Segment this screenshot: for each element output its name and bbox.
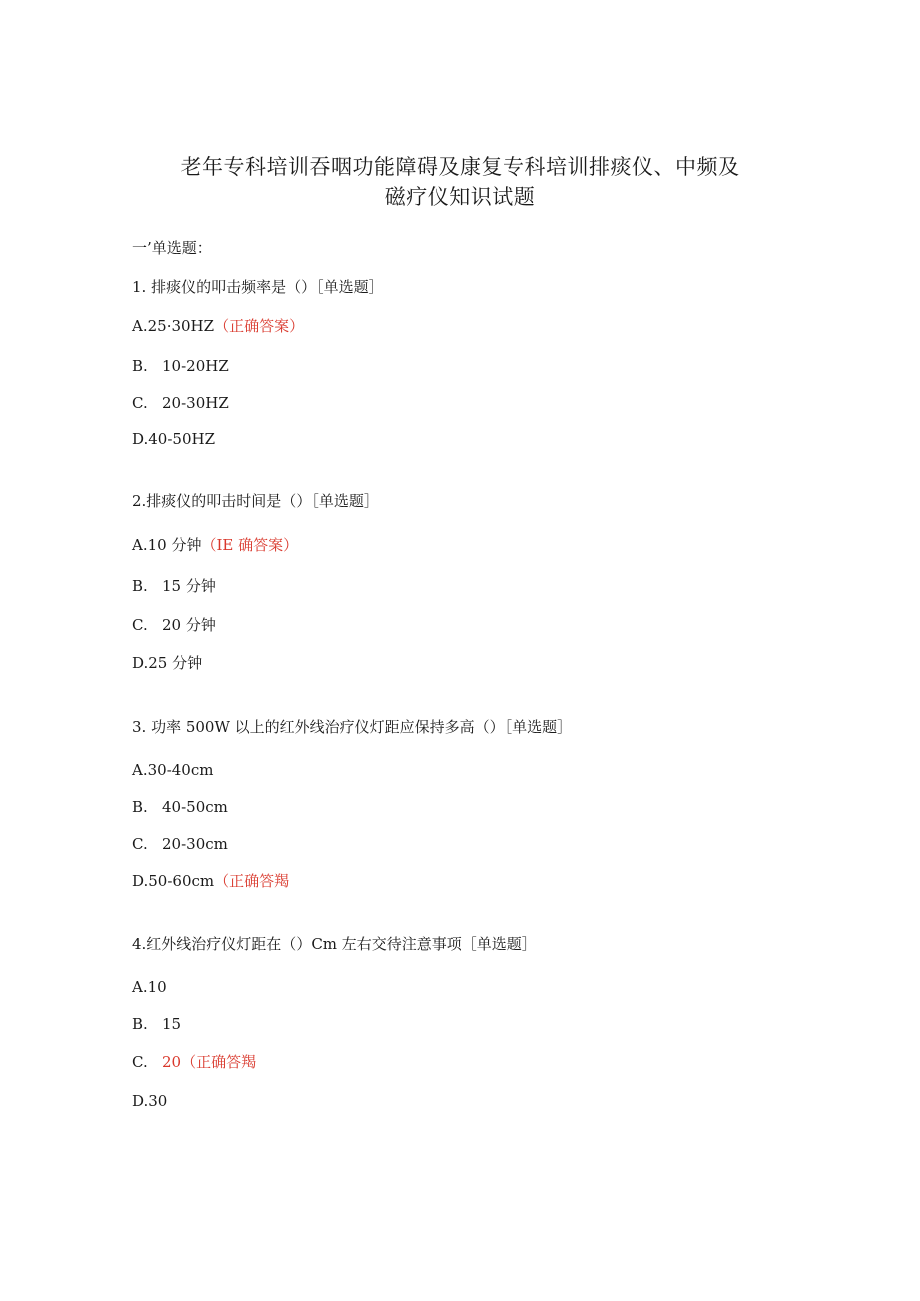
question-4-option-a (132, 977, 167, 997)
question-4-text: 4.红外线治疗仪灯距在（）Cm 左右交待注意事项［单选题］ (132, 935, 537, 953)
option-letter: C. (132, 835, 148, 853)
option-value: 20-30cm (162, 835, 228, 853)
question-3-option-c (132, 834, 228, 854)
question-2-option-b (132, 576, 216, 596)
option-value: 30-40cm (147, 761, 214, 779)
option-letter: B. (132, 1015, 148, 1033)
question-3-option-d (132, 871, 289, 891)
option-value: 20-30HZ (162, 394, 229, 412)
question-1-option-b (132, 356, 229, 376)
option-value: 30 (148, 1092, 168, 1110)
correct-answer-mark: （正确答羯 (214, 872, 290, 890)
option-letter: C. (132, 1053, 148, 1071)
question-1-option-d (132, 429, 215, 449)
option-letter: D. (132, 872, 149, 890)
question-4-option-d (132, 1091, 167, 1111)
question-2-option-c (132, 615, 216, 635)
question-1-option-c (132, 393, 229, 413)
document-title-line-2: 磁疗仪知识试题 (384, 185, 536, 209)
option-letter: A. (132, 317, 148, 335)
question-3-text: 3. 功率 500W 以上的红外线治疗仪灯距应保持多高（）［单选题］ (132, 718, 573, 736)
question-3-option-a (132, 760, 213, 780)
option-letter: B. (132, 357, 148, 375)
option-value: 15 分钟 (162, 577, 216, 595)
option-letter: D. (132, 1092, 149, 1110)
option-value: 20 (162, 1053, 182, 1071)
option-letter: B. (132, 577, 148, 595)
question-2-text: 2.排痰仪的叩击时间是（）［单选题］ (132, 492, 379, 510)
option-letter: A. (132, 761, 148, 779)
option-value: 50-60cm (148, 872, 215, 890)
section-heading: 一’单选题： (132, 239, 212, 257)
question-4-option-b (132, 1014, 181, 1034)
option-letter: D. (132, 430, 149, 448)
option-letter: A. (132, 536, 148, 554)
correct-answer-mark: （正确答羯 (181, 1053, 257, 1071)
document-title-line-1: 老年专科培训吞咽功能障碍及康复专科培训排痰仪、中频及 (180, 155, 740, 179)
option-value: 10-20HZ (162, 357, 229, 375)
option-value: 40-50HZ (148, 430, 216, 448)
correct-answer-mark: （IE 确答案） (201, 536, 299, 554)
question-4-option-c (132, 1052, 256, 1072)
option-value: 10 分钟 (147, 536, 202, 554)
question-2-option-a (132, 535, 298, 555)
question-1-option-a (132, 316, 304, 336)
question-1-text: 1. 排痰仪的叩击频率是（）［单选题］ (132, 278, 384, 296)
option-value: 25 分钟 (148, 654, 203, 672)
option-letter: B. (132, 798, 148, 816)
option-letter: D. (132, 654, 149, 672)
correct-answer-mark: （正确答案） (214, 317, 305, 335)
option-letter: A. (132, 978, 148, 996)
option-value: 10 (147, 978, 167, 996)
option-value: 40-50cm (162, 798, 228, 816)
question-3-option-b (132, 797, 228, 817)
option-letter: C. (132, 394, 148, 412)
option-value: 15 (162, 1015, 182, 1033)
option-letter: C. (132, 616, 148, 634)
option-value: 25·30HZ (147, 317, 215, 335)
question-2-option-d (132, 653, 202, 673)
option-value: 20 分钟 (162, 616, 216, 634)
